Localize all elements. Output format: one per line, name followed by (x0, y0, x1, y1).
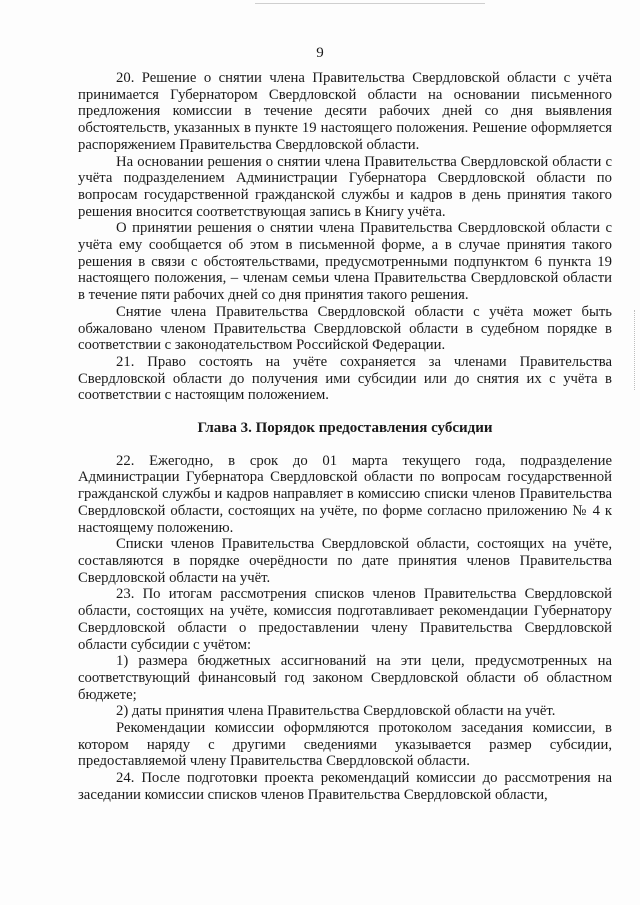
paragraph-20-appeal: Снятие члена Правительства Свердловской области с учёта может быть обжаловано членом Правительства Свердловской области в судебном порядке в соответствии с законодательством Российской Федерации. (78, 303, 612, 354)
paragraph-20-notification: О принятии решения о снятии члена Правительства Свердловской области с учёта ему сообщается об этом в письменной форме, а в случае принятия такого решения в связи с обстоятельствами, предусмотренными подпунктом 6 пункта 19 настоящего положения, – членам семьи члена Правительства Свердловской области в течение пяти рабочих дней со дня принятия такого решения. (78, 220, 612, 304)
paragraph-20: 20. Решение о снятии члена Правительства Свердловской области с учёта принимается Губернатором Свердловской области на основании письменного предложения комиссии в течение десяти рабочих дней со дня выявления обстоятельств, указанных в пункте 19 настоящего положения. Решение оформляется распоряжением Правительства Свердловской области. (78, 70, 612, 153)
paragraph-23-recommendations: Рекомендации комиссии оформляются протоколом заседания комиссии, в котором наряду с другими сведениями указывается размер субсидии, предоставляемой члену Правительства Свердловской области. (78, 720, 612, 770)
paragraph-21: 21. Право состоять на учёте сохраняется за членами Правительства Свердловской области до получения ими субсидии или до снятия их с учёта в соответствии с настоящим положением. (78, 353, 612, 404)
paragraph-23-item-2: 2) даты принятия члена Правительства Свердловской области на учёт. (116, 703, 556, 720)
page-number: 9 (316, 45, 324, 61)
paragraph-20-registry: На основании решения о снятии члена Правительства Свердловской области с учёта подразделением Администрации Губернатора Свердловской области по вопросам государственной гражданской службы и кадров в день принятия такого решения вносится соответствующая запись в Книгу учёта. (78, 153, 612, 220)
scan-edge-top (255, 0, 485, 4)
scan-edge-right (634, 310, 636, 390)
paragraph-23-item-1: 1) размера бюджетных ассигнований на эти цели, предусмотренных на соответствующий финансовый год законом Свердловской области об областном бюджете; (78, 653, 612, 703)
paragraph-22: 22. Ежегодно, в срок до 01 марта текущего года, подразделение Администрации Губернатора Свердловской области по вопросам государственной гражданской службы и кадров направляет в комиссию списки членов Правительства Свердловской области, состоящих на учёте, по форме согласно приложению № 4 к настоящему положению. (78, 452, 612, 536)
paragraph-23: 23. По итогам рассмотрения списков членов Правительства Свердловской области, состоящих на учёте, комиссия подготавливает рекомендации Губернатору Свердловской области о предоставлении члену Правительства Свердловской области субсидии с учётом: (78, 586, 612, 653)
paragraph-22-lists: Списки членов Правительства Свердловской области, состоящих на учёте, составляются в порядке очерёдности по дате принятия членов Правительства Свердловской области на учёт. (78, 536, 612, 586)
document-body (78, 70, 612, 804)
chapter-title: Глава 3. Порядок предоставления субсидии (197, 420, 493, 437)
paragraph-24: 24. После подготовки проекта рекомендаций комиссии до рассмотрения на заседании комиссии списков членов Правительства Свердловской области, (78, 770, 612, 803)
